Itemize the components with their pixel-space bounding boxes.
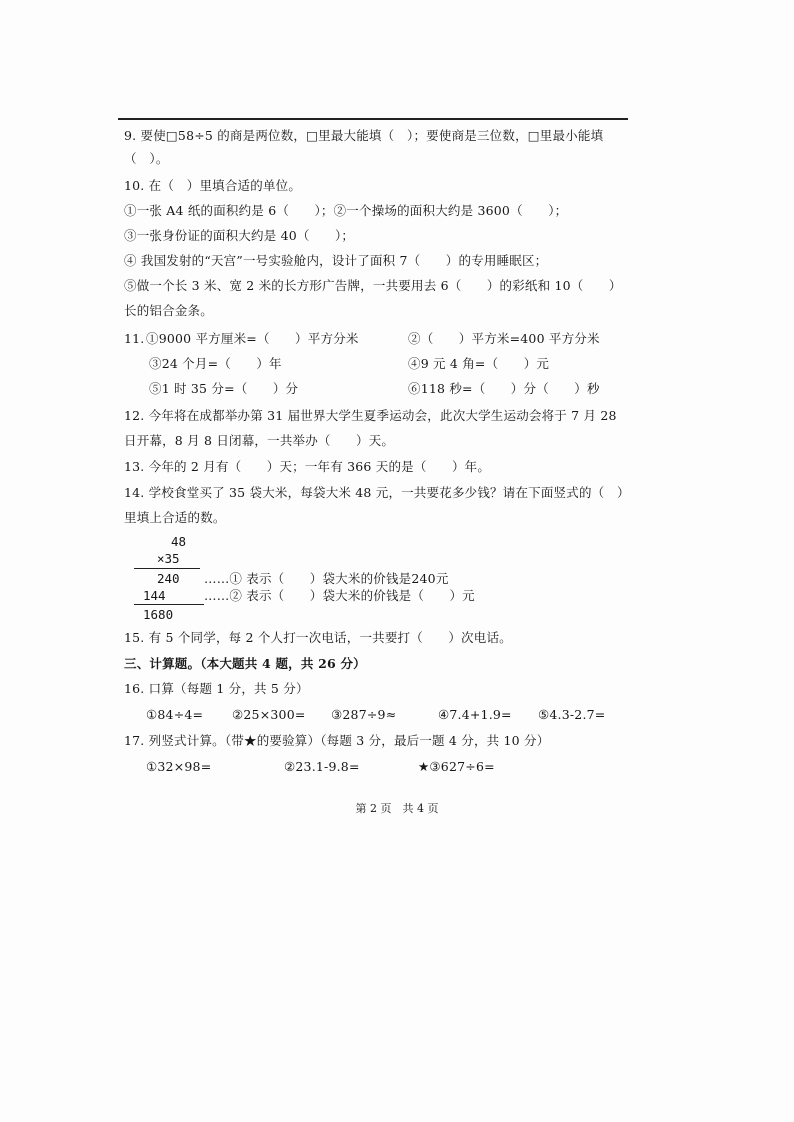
q13-text: 13. 今年的 2 月有（ ）天；一年有 366 天的是（ ）年。 [124,459,491,474]
q14-note-1: ……① 表示（ ）袋大米的价钱是240元 [204,571,449,586]
q16-item-2: ②25×300= [232,707,306,722]
q10-item-2: ③一张身份证的面积大约是 40（ ）； [124,228,355,243]
q16-item-3: ③287÷9≈ [331,707,397,722]
header-divider [118,118,628,120]
page-footer: 第 2 页 共 4 页 [355,802,439,815]
q12-line-1: 12. 今年将在成都举办第 31 届世界大学生夏季运动会，此次大学生运动会将于 7 月 28 [124,408,617,423]
q16-item-5: ⑤4.3-2.7= [538,707,606,722]
q16-title: 16. 口算（每题 1 分，共 5 分） [124,681,309,696]
section-3-title: 三、计算题。（本大题共 4 题，共 26 分） [124,656,366,671]
q17-item-2: ②23.1-9.8= [284,759,360,774]
calc-result: 1680 [143,607,174,622]
q11-prefix: 11. [124,331,145,346]
q17-item-1: ①32×98= [146,759,212,774]
q10-title: 10. 在（ ）里填合适的单位。 [124,178,302,193]
q9-line-1: 9. 要使□58÷5 的商是两位数，□里最大能填（ ）；要使商是三位数，□里最小能填 [124,128,604,143]
q17-item-3: ★③627÷6= [418,759,495,774]
q10-item-3: ④ 我国发射的“天宫”一号实验舱内，设计了面积 7（ ）的专用睡眠区； [124,253,548,268]
q12-line-2: 日开幕，8 月 8 日闭幕，一共举办（ ）天。 [124,433,395,448]
q14-line-2: 里填上合适的数。 [124,510,226,525]
q15-text: 15. 有 5 个同学，每 2 个人打一次电话，一共要打（ ）次电话。 [124,630,512,645]
q17-title: 17. 列竖式计算。（带★的要验算）（每题 3 分，最后一题 4 分，共 10 分） [124,733,550,748]
q11-cell-4: ④9 元 4 角=（ ）元 [408,356,550,371]
q11-cell-6: ⑥118 秒=（ ）分（ ）秒 [408,381,600,396]
q11-cell-5: ⑤1 时 35 分=（ ）分 [149,381,299,396]
q16-item-1: ①84÷4= [146,707,204,722]
calc-multiplier: ×35 [157,551,180,566]
q9-line-2: （ ）。 [124,151,169,166]
calc-rule-1 [134,568,200,569]
q11-cell-1: ①9000 平方厘米=（ ）平方分米 [146,331,359,346]
calc-multiplicand: 48 [171,534,187,549]
q10-item-1: ①一张 A4 纸的面积约是 6（ ）；②一个操场的面积大约是 3600（ ）； [124,203,568,218]
calc-rule-2 [134,604,204,605]
calc-partial-1: 240 [157,571,180,586]
q11-cell-3: ③24 个月=（ ）年 [149,356,282,371]
q14-note-2: ……② 表示（ ）袋大米的价钱是（ ）元 [204,588,475,603]
q10-item-4: ⑤做一个长 3 米、宽 2 米的长方形广告牌，一共要用去 6（ ）的彩纸和 10（ ） [124,278,622,293]
calc-partial-2: 144 [143,588,166,603]
q14-line-1: 14. 学校食堂买了 35 袋大米，每袋大米 48 元，一共要花多少钱？请在下面竖式的（ ） [124,485,630,500]
q11-cell-2: ②（ ）平方米=400 平方分米 [408,331,600,346]
q10-item-5: 长的铝合金条。 [124,303,213,318]
q16-item-4: ④7.4+1.9= [438,707,512,722]
